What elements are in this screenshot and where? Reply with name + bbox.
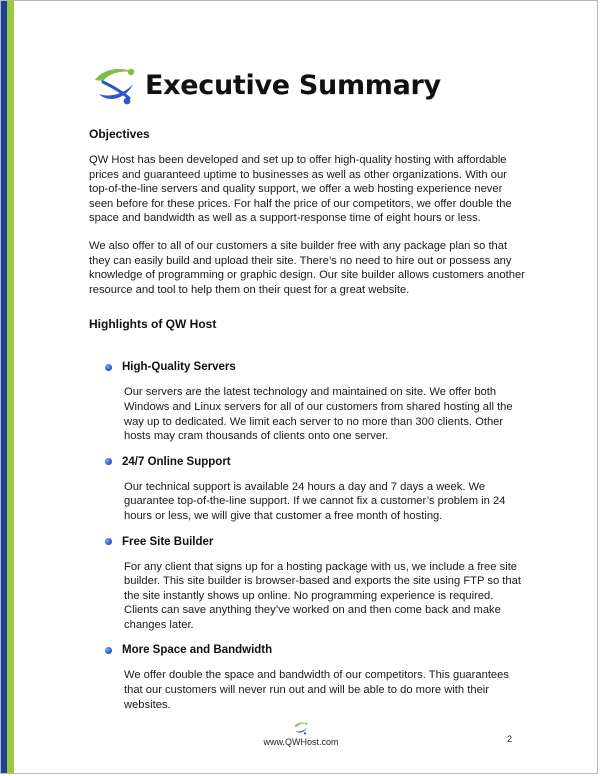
highlight-item-space-bandwidth [105,644,529,656]
highlight-item-servers [105,361,529,373]
page-number: 2 [507,734,513,744]
highlight-label: High-Quality Servers [122,361,236,374]
qw-host-footer-logo-icon [292,721,310,735]
bullet-icon [105,458,112,465]
highlight-label: More Space and Bandwidth [122,644,273,657]
bullet-icon [105,538,112,545]
page-title: Executive Summary [145,69,441,101]
highlight-item-support [105,456,529,468]
footer-url[interactable]: www.QWHost.com [263,737,339,747]
bullet-icon [105,364,112,371]
highlight-text: Our technical support is available 24 hours a day and 7 days a week. We guarantee top-of-the-line support. If we cannot fix a customer’s problem in 24 hours or less, we will give that customer a free month of hosting. [124,480,506,522]
highlight-label: Free Site Builder [122,535,214,548]
bullet-icon [105,647,112,654]
objectives-heading: Objectives [89,127,150,141]
highlight-text: For any client that signs up for a hosting package with us, we include a free site builder. This site builder is browser-based and exports the site using FTP so that the site instantly shows up online. No programming experience is required. Clients can save anything they’ve worked on and then come back and make changes later. [124,560,521,631]
objectives-paragraph-1: QW Host has been developed and set up to offer high-quality hosting with affordable prices and guaranteed uptime to businesses as well as other organizations. With our top-of-the-line servers and quality support, we offer a web hosting experience never seen before for these prices. For half the price of our competitors, we offer double the space and bandwidth as well as a support-response time of eight hours or less. [89,154,512,225]
objectives-paragraph-2: We also offer to all of our customers a site builder free with any package plan so that they can easily build and upload their site. There’s no need to hire out or possess any knowledge of programming or graphic design. Our site builder allows customers another resource and tool to help them on their quest for a great website. [89,239,525,296]
highlight-label: 24/7 Online Support [122,455,231,468]
page-header [89,63,441,107]
main-content [89,127,529,724]
highlights-heading: Highlights of QW Host [89,317,217,332]
left-stripe-green [7,1,14,773]
highlight-text: We offer double the space and bandwidth of our competitors. This guarantees that our customers will never run out and will be able to do more with their websites. [124,669,509,711]
qw-host-logo-icon [89,64,141,106]
highlight-item-site-builder [105,536,529,548]
highlight-text: Our servers are the latest technology and maintained on site. We offer both Windows and Linux servers for all of our customers from shared hosting all the way up to dedicated. We limit each server to no more than 300 clients. Other hosts may cram thousands of clients onto one server. [124,386,513,443]
